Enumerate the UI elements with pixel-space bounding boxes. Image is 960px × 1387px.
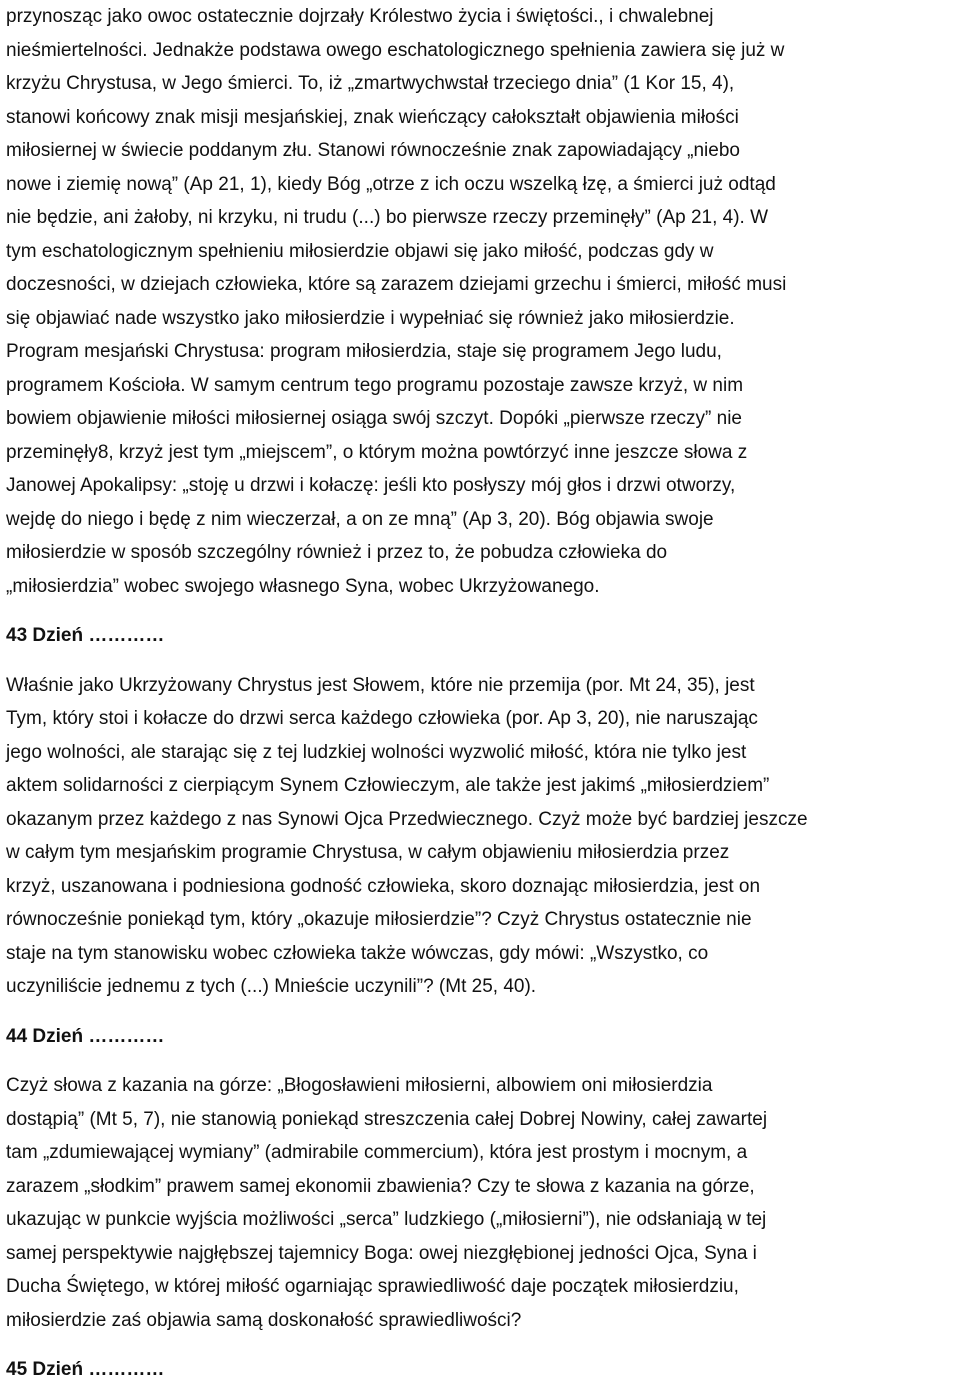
text-line: nie będzie, ani żałoby, ni krzyku, ni trudu (...) bo pierwsze rzeczy przeminęły” (Ap 21, 4). W — [6, 207, 769, 228]
text-line: nieśmiertelności. Jednakże podstawa owego eschatologicznego spełnienia zawiera się już w — [6, 39, 785, 61]
text-line: krzyż, uszanowana i podniesiona godność człowieka, skoro doznając miłosierdzia, jest on — [6, 875, 761, 897]
text-line: miłosiernej w świecie poddanym złu. Stanowi równocześnie znak zapowiadający „niebo — [6, 140, 740, 161]
spacer — [6, 1053, 956, 1069]
text-line: przynosząc jako owoc ostatecznie dojrzały Królestwo życia i świętości., i chwalebnej — [6, 6, 714, 27]
text-line: Ducha Świętego, w której miłość ogarniając sprawiedliwość daje początek miłosierdziu, — [6, 1276, 739, 1297]
text-line: jego wolności, ale starając się z tej ludzkiej wolności wyzwolić miłość, która nie tylko jest — [6, 741, 747, 763]
text-line: przeminęły8, krzyż jest tym „miejscem”, o którym można powtórzyć inne jeszcze słowa z — [6, 441, 748, 463]
text-line: tym eschatologicznym spełnieniu miłosierdzie objawi się jako miłość, podczas gdy w — [6, 240, 714, 262]
text-line: bowiem objawienie miłości miłosiernej osiąga swój szczyt. Dopóki „pierwsze rzeczy” nie — [6, 408, 742, 429]
day-heading: 43 Dzień ………… — [6, 625, 165, 646]
text-line: „miłosierdzia” wobec swojego własnego Syna, wobec Ukrzyżowanego. — [6, 575, 600, 597]
text-line: stanowi końcowy znak misji mesjańskiej, znak wieńczący całokształt objawienia miłości — [6, 106, 739, 128]
text-line: aktem solidarności z cierpiącym Synem Człowieczym, ale także jest jakimś „miłosierdziem” — [6, 775, 770, 796]
text-line: Czyż słowa z kazania na górze: „Błogosławieni miłosierni, albowiem oni miłosierdzia — [6, 1075, 713, 1096]
spacer — [6, 603, 956, 619]
text-line: staje na tym stanowisku wobec człowieka także wówczas, gdy mówi: „Wszystko, co — [6, 942, 709, 964]
spacer — [6, 1004, 956, 1020]
spacer — [6, 653, 956, 669]
text-line: Właśnie jako Ukrzyżowany Chrystus jest Słowem, które nie przemija (por. Mt 24, 35), jest — [6, 674, 755, 696]
text-line: w całym tym mesjańskim programie Chrystusa, w całym objawieniu miłosierdzia przez — [6, 842, 730, 863]
text-line: miłosierdzie w sposób szczególny również i przez to, że pobudza człowieka do — [6, 542, 668, 563]
text-line: samej perspektywie najgłębszej tajemnicy Boga: owej niezgłębionej jedności Ojca, Syna i — [6, 1242, 757, 1264]
text-line: okazanym przez każdego z nas Synowi Ojca Przedwiecznego. Czyż może być bardziej jeszcze — [6, 808, 808, 830]
text-line: nowe i ziemię nową” (Ap 21, 1), kiedy Bóg „otrze z ich oczu wszelką łzę, a śmierci już odtąd — [6, 173, 776, 195]
paragraph — [6, 0, 956, 603]
text-line: Janowej Apokalipsy: „stoję u drzwi i kołaczę: jeśli kto posłyszy mój głos i drzwi otworzy, — [6, 475, 736, 496]
text-line: zarazem „słodkim” prawem samej ekonomii zbawienia? Czy te słowa z kazania na górze, — [6, 1175, 755, 1197]
text-line: uczyniliście jednemu z tych (...) Mnieście uczynili”? (Mt 25, 40). — [6, 976, 537, 997]
text-line: wejdę do niego i będę z nim wieczerzał, a on ze mną” (Ap 3, 20). Bóg objawia swoje — [6, 508, 714, 530]
paragraph — [6, 669, 956, 1004]
day-heading: 44 Dzień ………… — [6, 1025, 165, 1047]
text-line: miłosierdzie zaś objawia samą doskonałość sprawiedliwości? — [6, 1309, 522, 1331]
text-line: programem Kościoła. W samym centrum tego programu pozostaje zawsze krzyż, w nim — [6, 374, 744, 396]
text-line: Tym, który stoi i kołacze do drzwi serca każdego człowieka (por. Ap 3, 20), nie naruszając — [6, 708, 758, 729]
text-line: tam „zdumiewającej wymiany” (admirabile commercium), która jest prostym i mocnym, a — [6, 1142, 748, 1163]
day-heading: 45 Dzień ………… — [6, 1359, 165, 1380]
paragraph — [6, 1069, 956, 1337]
document-page — [6, 0, 956, 1387]
text-line: ukazując w punkcie wyjścia możliwości „serca” ludzkiego („miłosierni”), nie odsłaniają w tej — [6, 1209, 767, 1230]
spacer — [6, 1337, 956, 1353]
text-line: Program mesjański Chrystusa: program miłosierdzia, staje się programem Jego ludu, — [6, 341, 722, 362]
text-line: dostąpią” (Mt 5, 7), nie stanowią poniekąd streszczenia całej Dobrej Nowiny, całej zawartej — [6, 1108, 768, 1130]
text-line: się objawiać nade wszystko jako miłosierdzie i wypełniać się również jako miłosierdzie. — [6, 307, 735, 329]
text-line: doczesności, w dziejach człowieka, które są zarazem dziejami grzechu i śmierci, miłość musi — [6, 274, 787, 295]
text-line: krzyżu Chrystusa, w Jego śmierci. To, iż „zmartwychwstał trzeciego dnia” (1 Kor 15, 4), — [6, 73, 735, 94]
text-line: równocześnie poniekąd tym, który „okazuje miłosierdzie”? Czyż Chrystus ostatecznie nie — [6, 909, 752, 930]
